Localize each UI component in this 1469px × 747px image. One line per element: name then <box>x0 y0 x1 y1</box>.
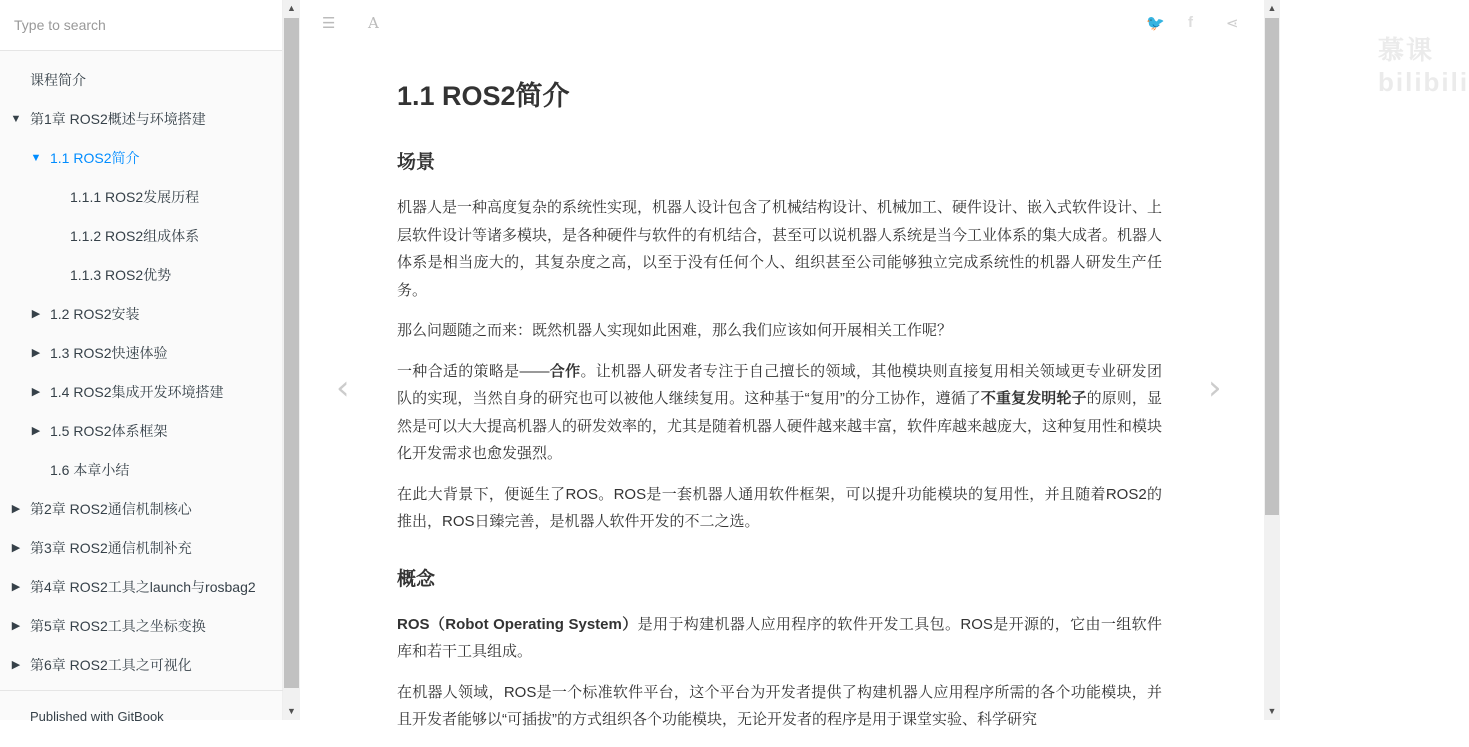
chevron-right-icon[interactable]: ▶ <box>11 542 21 554</box>
scroll-down-icon[interactable]: ▼ <box>1267 706 1277 716</box>
font-settings-icon[interactable]: A <box>368 14 379 32</box>
sidebar-item-label: 第1章 ROS2概述与环境搭建 <box>30 111 206 127</box>
section-heading-scene: 场景 <box>397 152 436 173</box>
sidebar-item-label: 1.6 本章小结 <box>50 462 130 478</box>
search-box <box>0 0 282 51</box>
main-scrollbar[interactable] <box>1264 0 1280 720</box>
chevron-down-icon[interactable]: ▼ <box>30 152 42 164</box>
paragraph <box>397 611 1162 666</box>
sidebar-item[interactable] <box>0 100 282 139</box>
watermark-logo: 慕课 bilibili <box>1378 35 1469 97</box>
sidebar-item-label: 第3章 ROS2通信机制补充 <box>30 540 192 556</box>
scrollbar-thumb[interactable] <box>284 18 299 688</box>
sidebar-item-label: 1.1.2 ROS2组成体系 <box>70 228 200 244</box>
sidebar-item[interactable] <box>0 61 282 100</box>
search-input[interactable] <box>0 0 282 50</box>
sidebar <box>0 0 283 724</box>
toc-nav <box>0 61 282 685</box>
text: 的原则，显然是可以大大提高机器人的研发效率的，尤其是随着机器人硬件越来越丰富，软件库越来越庞大，这种复用性和模块化开发需求也愈发强烈。 <box>397 390 1163 462</box>
gitbook-link[interactable]: Published with GitBook <box>0 690 283 724</box>
sidebar-item[interactable] <box>0 607 282 646</box>
chevron-down-icon[interactable]: ▼ <box>10 113 22 125</box>
sidebar-item[interactable] <box>0 568 282 607</box>
chevron-right-icon[interactable]: ▶ <box>31 425 41 437</box>
sidebar-item[interactable] <box>0 646 282 685</box>
chevron-right-icon[interactable]: ▶ <box>11 620 21 632</box>
sidebar-item[interactable] <box>0 451 282 490</box>
share-icon[interactable]: ⋖ <box>1226 15 1239 32</box>
paragraph: 在机器人领域，ROS是一个标准软件平台，这个平台为开发者提供了构建机器人应用程序所需的各个功能模块，并且开发者能够以“可插拔”的方式组织各个功能模块，无论开发者的程序是用于课堂实验、科学研究 <box>397 683 1162 728</box>
sidebar-item-label: 1.1.3 ROS2优势 <box>70 267 172 283</box>
prev-page-icon[interactable]: ‹ <box>336 368 350 408</box>
text: 一种合适的策略是—— <box>397 362 550 380</box>
paragraph: 那么问题随之而来：既然机器人实现如此困难，那么我们应该如何开展相关工作呢？ <box>397 322 953 339</box>
paragraph: 机器人是一种高度复杂的系统性实现，机器人设计包含了机械结构设计、机械加工、硬件设计、嵌入式软件设计、上层软件设计等诸多模块，是各种硬件与软件的有机结合，甚至可以说机器人系统是当今工业体系的集大成者。机器人体系是相当庞大的，其复杂度之高，以至于没有任何个人、组织甚至公司能够独立完成系统性的机器人研发生产任务。 <box>397 199 1163 299</box>
chevron-right-icon[interactable]: ▶ <box>31 386 41 398</box>
next-page-icon[interactable]: › <box>1208 368 1222 408</box>
sidebar-item-label: 第4章 ROS2工具之launch与rosbag2 <box>30 579 256 595</box>
sidebar-item[interactable] <box>0 139 282 178</box>
text: 是用于构建机器人应用程序的软件开发工具包。ROS是开源的，它由一组软件库和若干工具组成。 <box>397 615 1162 660</box>
sidebar-item-label: 第5章 ROS2工具之坐标变换 <box>30 618 206 634</box>
page-title: 1.1 ROS2简介 <box>397 81 570 111</box>
facebook-icon[interactable]: f <box>1188 14 1193 31</box>
chevron-right-icon[interactable]: ▶ <box>11 659 21 671</box>
main-content <box>300 0 1469 728</box>
chevron-right-icon[interactable]: ▶ <box>31 347 41 359</box>
sidebar-item-label: 1.1 ROS2简介 <box>50 150 140 166</box>
section-heading-concept: 概念 <box>397 568 436 590</box>
paragraph: 在此大背景下，便诞生了ROS。ROS是一套机器人通用软件框架，可以提升功能模块的复用性，并且随着ROS2的推出，ROS日臻完善，是机器人软件开发的不二之选。 <box>397 485 1162 530</box>
sidebar-item[interactable] <box>0 256 282 295</box>
scroll-up-icon[interactable]: ▲ <box>1267 3 1277 13</box>
sidebar-item[interactable] <box>0 412 282 451</box>
bold-text: 不重复发明轮子 <box>980 390 1087 407</box>
bold-text: ROS（Robot Operating System） <box>397 615 638 633</box>
sidebar-item[interactable] <box>0 373 282 412</box>
sidebar-item-label: 1.2 ROS2安装 <box>50 306 140 322</box>
chevron-right-icon[interactable]: ▶ <box>11 581 21 593</box>
sidebar-item-label: 第6章 ROS2工具之可视化 <box>30 657 192 673</box>
sidebar-scrollbar[interactable] <box>283 0 300 720</box>
sidebar-item-label: 1.5 ROS2体系框架 <box>50 423 168 439</box>
scroll-down-icon[interactable]: ▼ <box>287 706 296 716</box>
text: 。让机器人研发者专注于自己擅长的领域，其他模块则直接复用相关领域更专业研发团队的实现，当然自身的研究也可以被他人继续复用。这种基于“复用”的分工协作，遵循了 <box>397 362 1162 407</box>
article <box>397 74 1162 747</box>
sidebar-item-label: 1.3 ROS2快速体验 <box>50 345 168 361</box>
sidebar-item[interactable] <box>0 529 282 568</box>
sidebar-item-label: 第2章 ROS2通信机制核心 <box>30 501 192 517</box>
menu-icon[interactable]: ☰ <box>322 15 336 32</box>
sidebar-item[interactable] <box>0 490 282 529</box>
sidebar-item[interactable] <box>0 334 282 373</box>
scroll-up-icon[interactable]: ▲ <box>287 3 296 13</box>
bold-text: 合作 <box>549 362 581 380</box>
sidebar-item-label: 1.4 ROS2集成开发环境搭建 <box>50 384 224 400</box>
sidebar-item[interactable] <box>0 217 282 256</box>
scrollbar-thumb[interactable] <box>1265 18 1279 515</box>
sidebar-item[interactable] <box>0 295 282 334</box>
chevron-right-icon[interactable]: ▶ <box>31 308 41 320</box>
paragraph <box>397 358 1162 468</box>
chevron-right-icon[interactable]: ▶ <box>11 503 21 515</box>
sidebar-item-label: 1.1.1 ROS2发展历程 <box>70 189 200 205</box>
twitter-icon[interactable]: 🐦 <box>1146 15 1165 32</box>
sidebar-item[interactable] <box>0 178 282 217</box>
sidebar-item-label: 课程简介 <box>30 72 86 88</box>
